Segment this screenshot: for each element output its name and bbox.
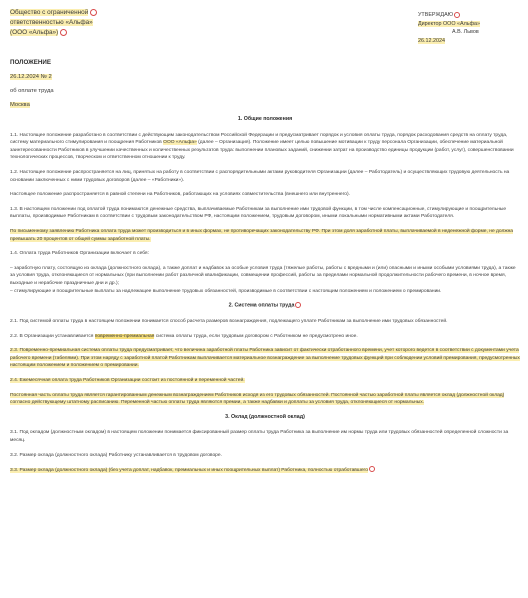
paragraph-1-2: 1.2. Настоящее положение распространяется на лиц, принятых на работу в соответствии с распорядительными актами руководителя Организации (далее – Работодатель) и осуществляющих трудовую деятельность на основании заключенных с ними трудовых договоров (далее – «Работники»). <box>10 169 510 183</box>
paragraph-1-4: 1.4. Оплата труда Работников Организации включает в себя: <box>10 251 149 257</box>
paragraph-1-4b: – стимулирующие и поощрительные выплаты за надлежащее выполнение трудовых обязанностей, производимые в соответствии с настоящим положением и положением о премировании. <box>10 288 442 294</box>
paragraph-2-1: 2.1. Под системой оплаты труда в настоящем положении понимается способ расчета размеров вознаграждения, подлежащего уплате Работникам за выполнение ими трудовых обязанностей. <box>10 319 448 325</box>
comment-marker-icon[interactable] <box>454 12 460 18</box>
approve-date: 26.12.2024 <box>418 37 445 44</box>
section-title-2: 2. Система оплаты труда <box>10 302 520 310</box>
doc-type: ПОЛОЖЕНИЕ <box>10 59 51 66</box>
comment-marker-icon[interactable] <box>60 29 67 36</box>
organization-block <box>10 8 150 38</box>
approve-title: УТВЕРЖДАЮ <box>418 12 454 18</box>
paragraph-1-3-highlight: По письменному заявлению Работника оплата труда может производиться и в иных формах, не противоречащих законодательству РФ. При этом доля заработной платы, выплачиваемой в неденежной форме, не должна превышать 20 процентов от общей суммы заработной платы. <box>10 228 514 242</box>
paragraph-1-4a: – заработную плату, состоящую из оклада (должностного оклада), а также доплат и надбавок за особые условия труда (тяжелые работы, работы с вредными и (или) опасными и иными особыми условиями труда), а также за условия труда, отклоняющиеся от нормальных (при выполнении работ различной квалификации, совмещении профессий, работы за пределами нормальной продолжительности рабочего времени, в ночное время, выходные и нерабочие праздничные дни и др.); <box>10 265 516 286</box>
approve-signer: А.В. Львов <box>452 29 479 36</box>
approve-position: Директор ООО «Альфа» <box>418 20 481 27</box>
doc-city: Москва <box>10 102 30 108</box>
paragraph-3-1: 3.1. Под окладом (должностным окладом) в настоящем положении понимается фиксированный размер оплаты труда Работника за выполнение им нормы труда или трудовых обязанностей определенной сложности за месяц. <box>10 430 509 444</box>
approval-block <box>418 11 528 45</box>
org-name-line2: ответственностью «Альфа» <box>10 19 93 26</box>
paragraph-2-2: 2.2. В Организации устанавливается повременно-премиальная система оплаты труда, если трудовым договором с Работником не предусмотрено иное. <box>10 333 358 339</box>
section-title-3: 3. Оклад (должностной оклад) <box>225 413 305 420</box>
paragraph-1-3: 1.3. В настоящем положении под оплатой труда понимаются денежные средства, выплачиваемые Работникам за выполнение ими трудовой функции, в том числе компенсационные, стимулирующие и поощрительные выплаты, производимые Работникам в соответствии с трудовым законодательством РФ, настоящим положением, трудовым договором, иными локальными нормативными актами Работодателя. <box>10 206 507 220</box>
org-name-short: (ООО «Альфа») <box>10 29 59 36</box>
org-name-line1: Общество с ограниченной <box>10 9 89 16</box>
paragraph-1-2b: Настоящее положение распространяется в равной степени на Работников, работающих на условиях совместительства (внешнего или внутреннего). <box>10 192 351 198</box>
comment-marker-icon[interactable] <box>295 302 301 308</box>
comment-marker-icon[interactable] <box>90 9 97 16</box>
paragraph-1-1: 1.1. Настоящее положение разработано в соответствии с действующим законодательством Российской Федерации и предусматривает порядок и условия оплаты труда, порядок расходования средств на оплату труда, систему материального стимулирования и поощрения Работников ООО «Альфа» (далее – Организация). Положение имеет целью повышение мотивации к труду персонала Организации, обеспечение материальной заинтересованности Работников в улучшении качественных и количественных результатов труда: выполнении плановых заданий, снижении затрат на производство единицы продукции (работ, услуг), совершенствовании технологических процессов, творческом и ответственном отношении к труду. <box>10 132 514 161</box>
document-meta <box>10 56 54 112</box>
doc-subject: об оплате труда <box>10 88 54 94</box>
paragraph-2-5: Постоянная часть оплаты труда является гарантированным денежным вознаграждением Работников исходя из его трудовых обязанностей. Постоянной частью заработной платы является оклад (должностной оклад) согласно действующему штатному расписанию. Переменной частью оплаты труда являются премии, а также надбавки и доплаты за условия труда, отклоняющиеся от нормальных. <box>10 392 505 406</box>
paragraph-3-3: 3.3. Размер оклада (должностного оклада) (без учета доплат, надбавок, премиальных и иных поощрительных выплат) Работника, полностью отработавшего <box>10 466 520 474</box>
paragraph-3-2: 3.2. Размер оклада (должностного оклада) Работнику устанавливается в трудовом договоре. <box>10 452 222 458</box>
doc-number-date: 26.12.2024 № 2 <box>10 74 52 80</box>
paragraph-2-3: 2.3. Повременно-премиальная система оплаты труда предусматривает, что величина заработной платы Работника зависит от фактически отработанного времени, учет которого ведется в соответствии с документами учета рабочего времени (табелями). При этом наряду с заработной платой Работникам выплачивается материальное вознаграждение за выполнение трудовых функций при соблюдении условий премирования, предусмотренных настоящим положением и положением о премировании. <box>10 348 520 369</box>
section-title-1: 1. Общие положения <box>237 116 293 122</box>
comment-marker-icon[interactable] <box>369 466 375 472</box>
paragraph-2-4: 2.4. Ежемесячная оплата труда Работников Организации состоит из постоянной и переменной частей. <box>10 378 245 384</box>
document-body <box>10 112 520 481</box>
